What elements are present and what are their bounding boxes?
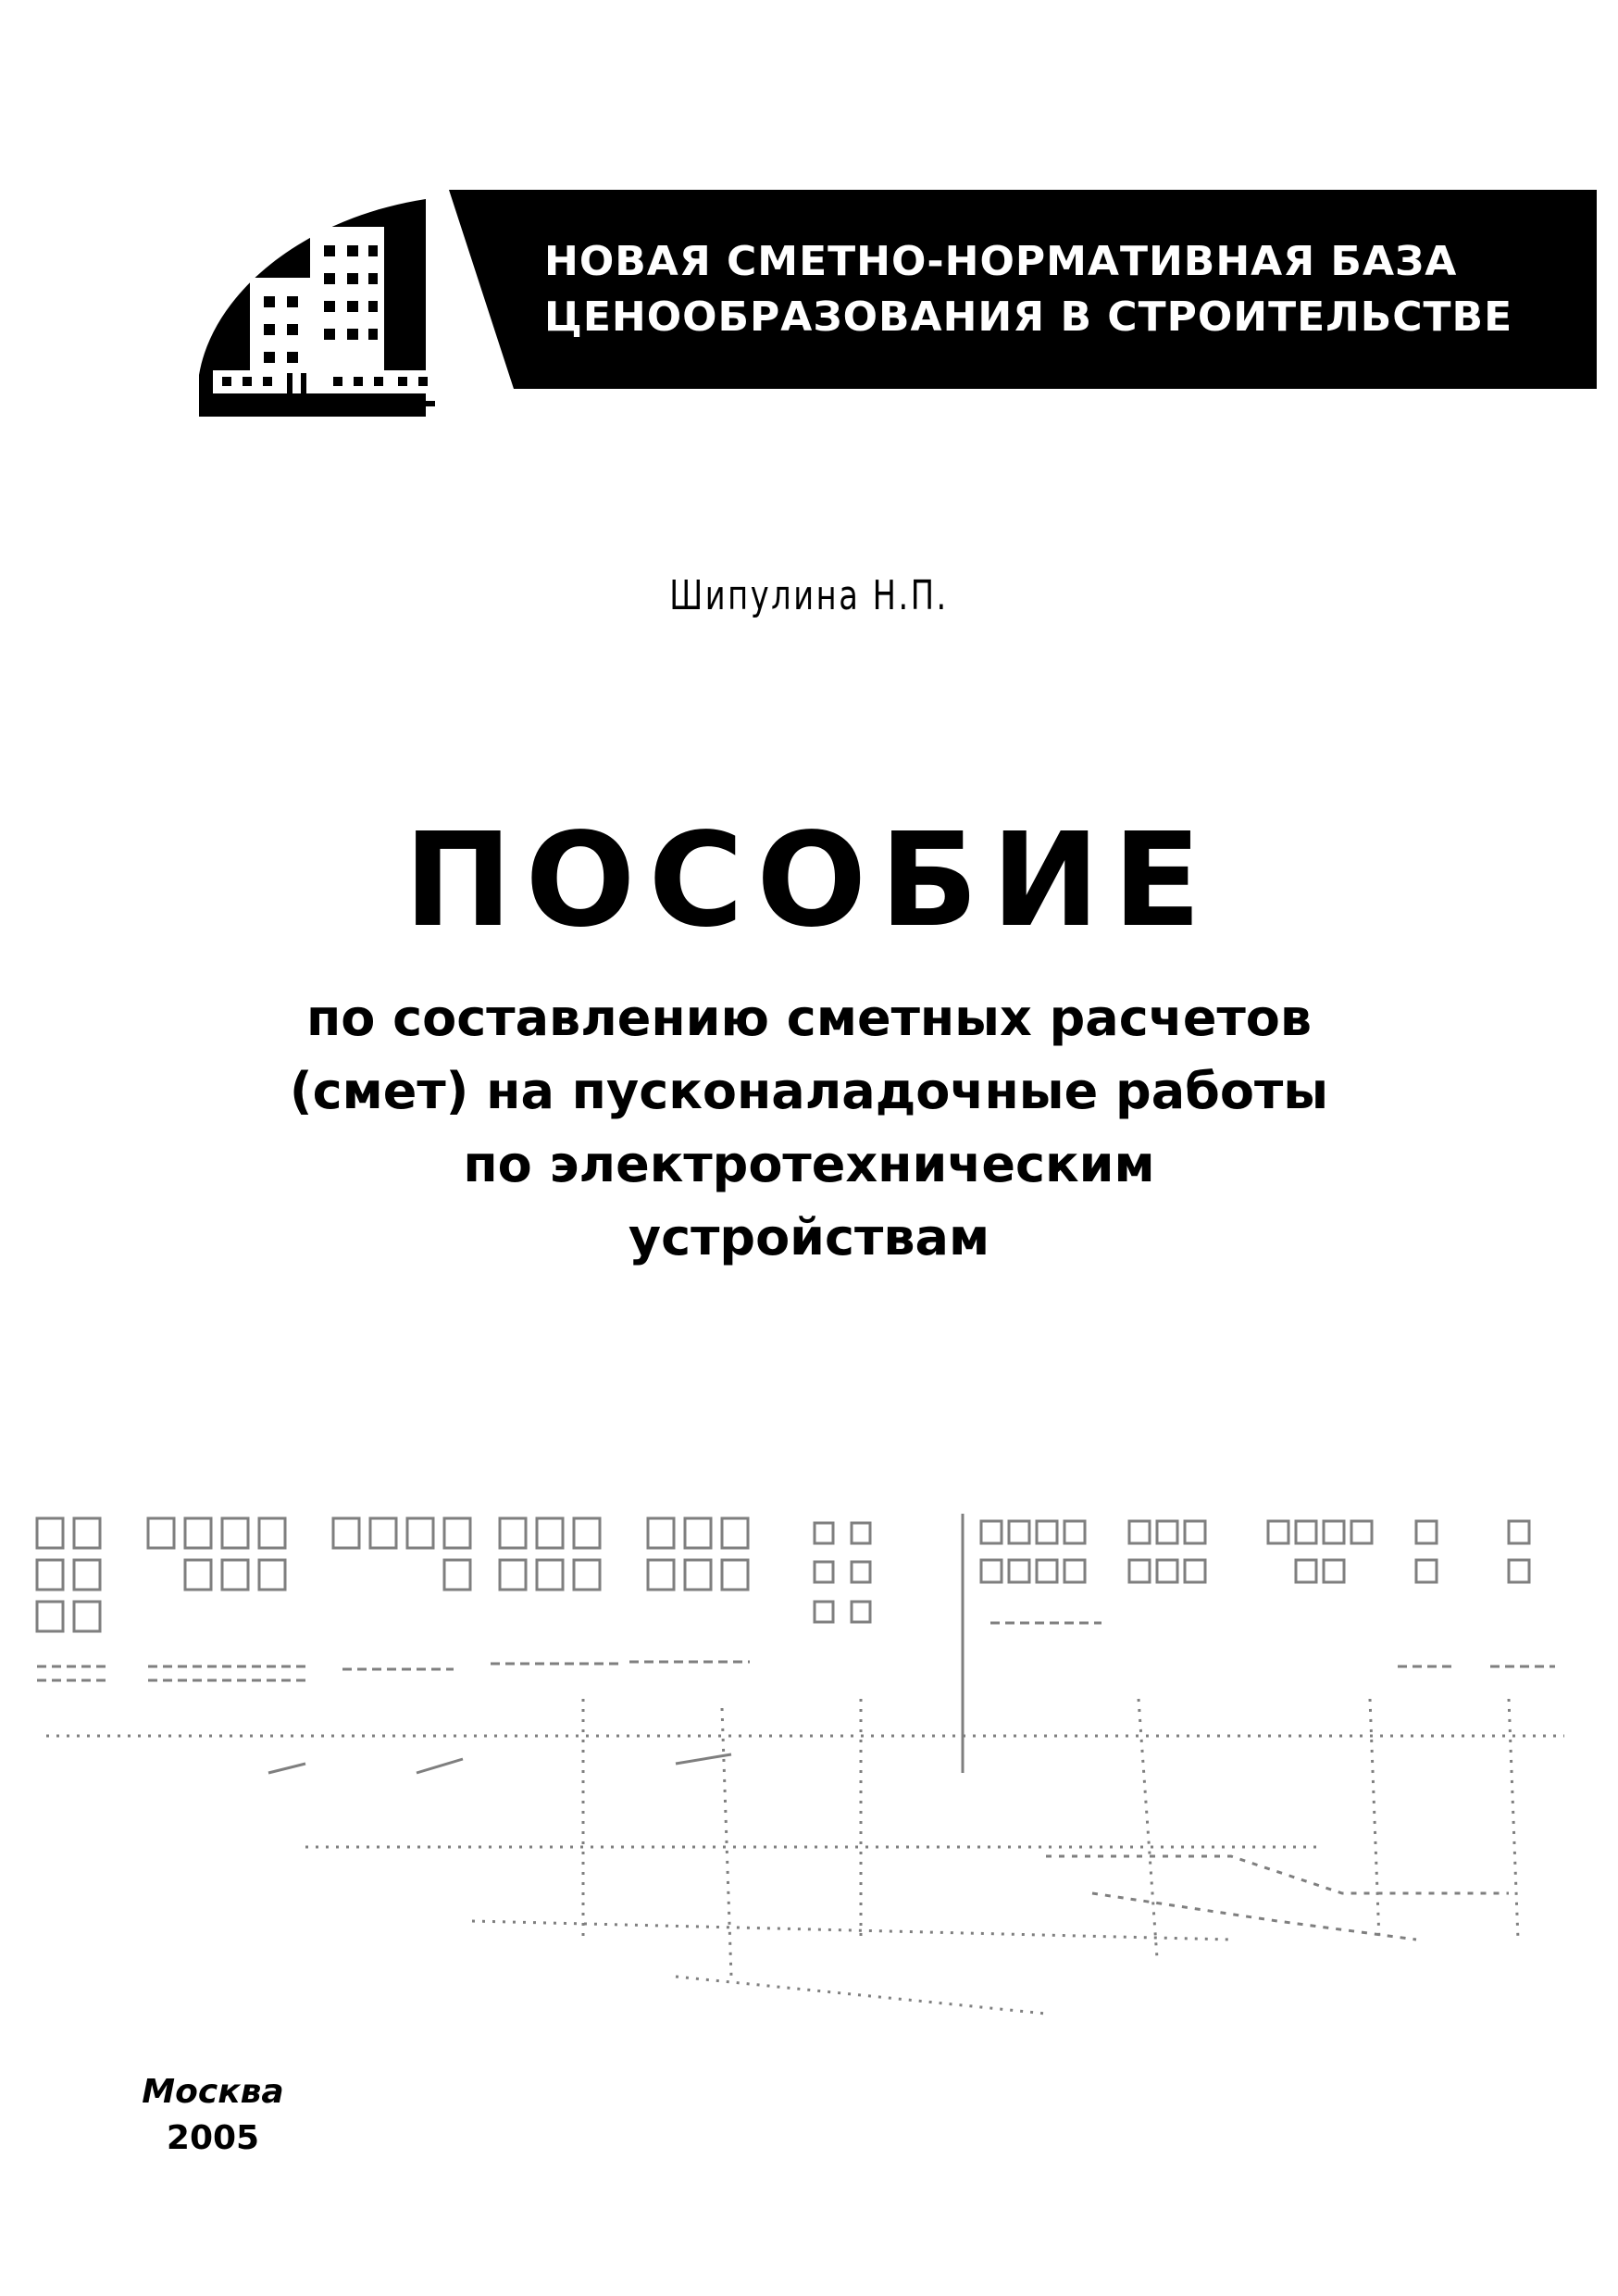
publication-city: Москва — [142, 2073, 284, 2111]
imprint — [120, 2069, 305, 2162]
subtitle-line2: (смет) на пусконаладочные работы — [289, 1062, 1329, 1120]
subtitle-line1: по составлению сметных расчетов — [305, 989, 1313, 1047]
publication-year: 2005 — [166, 2119, 260, 2157]
author-name: Шипулина Н.П. — [669, 572, 949, 619]
book-title: ПОСОБИЕ — [404, 805, 1214, 956]
series-banner — [194, 190, 1597, 417]
series-title-line1: НОВАЯ СМЕТНО-НОРМАТИВНАЯ БАЗА — [544, 238, 1458, 285]
series-title-line2: ЦЕНООБРАЗОВАНИЯ В СТРОИТЕЛЬСТВЕ — [544, 293, 1513, 341]
book-subtitle — [0, 981, 1618, 1274]
subtitle-line3: по электротехническим — [463, 1135, 1155, 1193]
electrical-switchboard-drawing-icon — [28, 1458, 1592, 2051]
subtitle-line4: устройствам — [628, 1208, 990, 1267]
